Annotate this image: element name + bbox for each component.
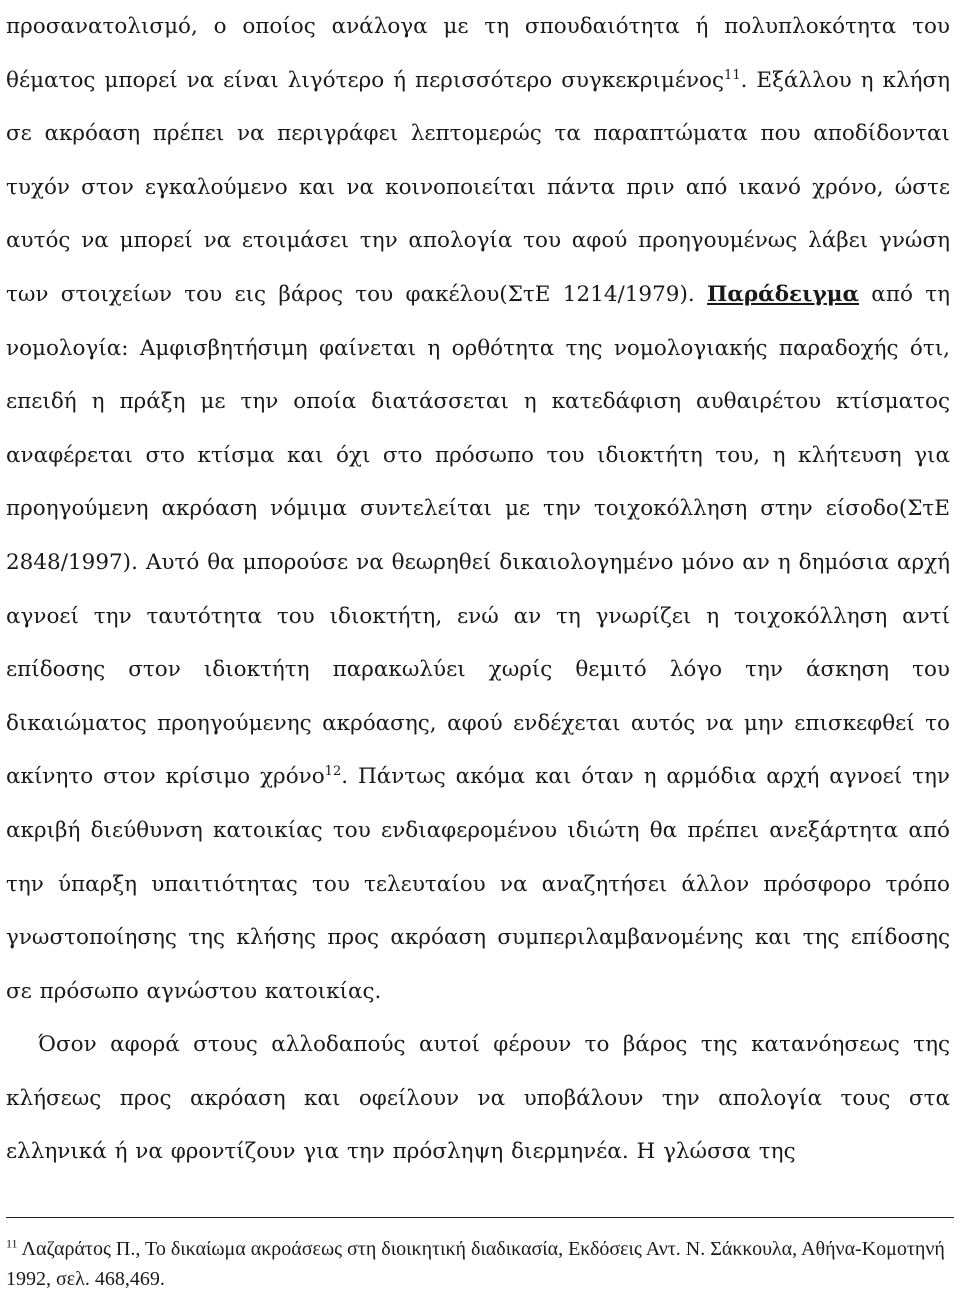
body-paragraph-1 (6, 0, 950, 1018)
document-page (6, 0, 950, 1179)
footnote-reference-12[interactable]: 12 (324, 764, 342, 780)
paragraph-1-text-c: από τη νομολογία: Αμφισβητήσιμη φαίνεται η ορθότητα της νομολογιακής παραδοχής ότι, επειδή η πράξη με την οποία διατάσσεται η κατεδάφιση αυθαιρέτου κτίσματος αναφέρεται στο κτίσμα και όχι στο πρόσωπο του ιδιοκτήτη του, η κλήτευση για προηγούμενη ακρόαση νόμιμα συντελείται με την τοιχοκόλληση στην είσοδο(ΣτΕ 2848/1997). Αυτό θα μπορούσε να θεωρηθεί δικαιολογημένο μόνο αν η δημόσια αρχή αγνοεί την ταυτότητα του ιδιοκτήτη, ενώ αν τη γνωρίζει η τοιχοκόλληση αντί επίδοσης στον ιδιοκτήτη παρακωλύει χωρίς θεμιτό λόγο την άσκηση του δικαιώματος προηγούμενης ακρόασης, αφού ενδέχεται αυτός να μην επισκεφθεί το ακίνητο στον κρίσιμο χρόνο (6, 281, 950, 790)
footnote-11 (6, 1234, 950, 1294)
paragraph-1-text-d: . Πάντως ακόμα και όταν η αρμόδια αρχή αγνοεί την ακριβή διεύθυνση κατοικίας του ενδιαφερομένου ιδιώτη θα πρέπει ανεξάρτητα από την ύπαρξη υπαιτιότητας του τελευταίου να αναζητήσει άλλον πρόσφορο τρόπο γνωστοποίησης της κλήσης προς ακρόαση συμπεριλαμβανομένης και της επίδοσης σε πρόσωπο αγνώστου κατοικίας. (6, 764, 951, 1004)
paragraph-1-text-b: . Εξάλλου η κλήση σε ακρόαση πρέπει να περιγράφει λεπτομερώς τα παραπτώματα που αποδίδονται τυχόν στον εγκαλούμενο και να κοινοποιείται πάντα πριν από ικανό χρόνο, ώστε αυτός να μπορεί να ετοιμάσει την απολογία του αφού προηγουμένως λάβει γνώση των στοιχείων του εις βάρος του φακέλου(ΣτΕ 1214/1979). (6, 67, 951, 307)
footnote-text: Λαζαράτος Π., Το δικαίωμα ακροάσεως στη διοικητική διαδικασία, Εκδόσεις Αντ. Ν. Σάκκουλα, Αθήνα-Κομοτηνή 1992, σελ. 468,469. (6, 1238, 945, 1290)
body-paragraph-2: Όσον αφορά στους αλλοδαπούς αυτοί φέρουν το βάρος της κατανόησεως της κλήσεως προς ακρόαση και οφείλουν να υποβάλουν την απολογία τους στα ελληνικά ή να φροντίζουν για την πρόσληψη διερμηνέα. Η γλώσσα της (6, 1032, 950, 1165)
footnote-reference-11[interactable]: 11 (724, 67, 741, 83)
example-label: Παράδειγμα (707, 281, 859, 307)
footnote-number: 11 (6, 1236, 18, 1251)
paragraph-1-text-a: προσανατολισμό, ο οποίος ανάλογα με τη σπουδαιότητα ή πολυπλοκότητα του θέματος μπορεί να είναι λιγότερο ή περισσότερο συγκεκριμένος (6, 14, 950, 93)
footnote-separator (6, 1217, 954, 1218)
